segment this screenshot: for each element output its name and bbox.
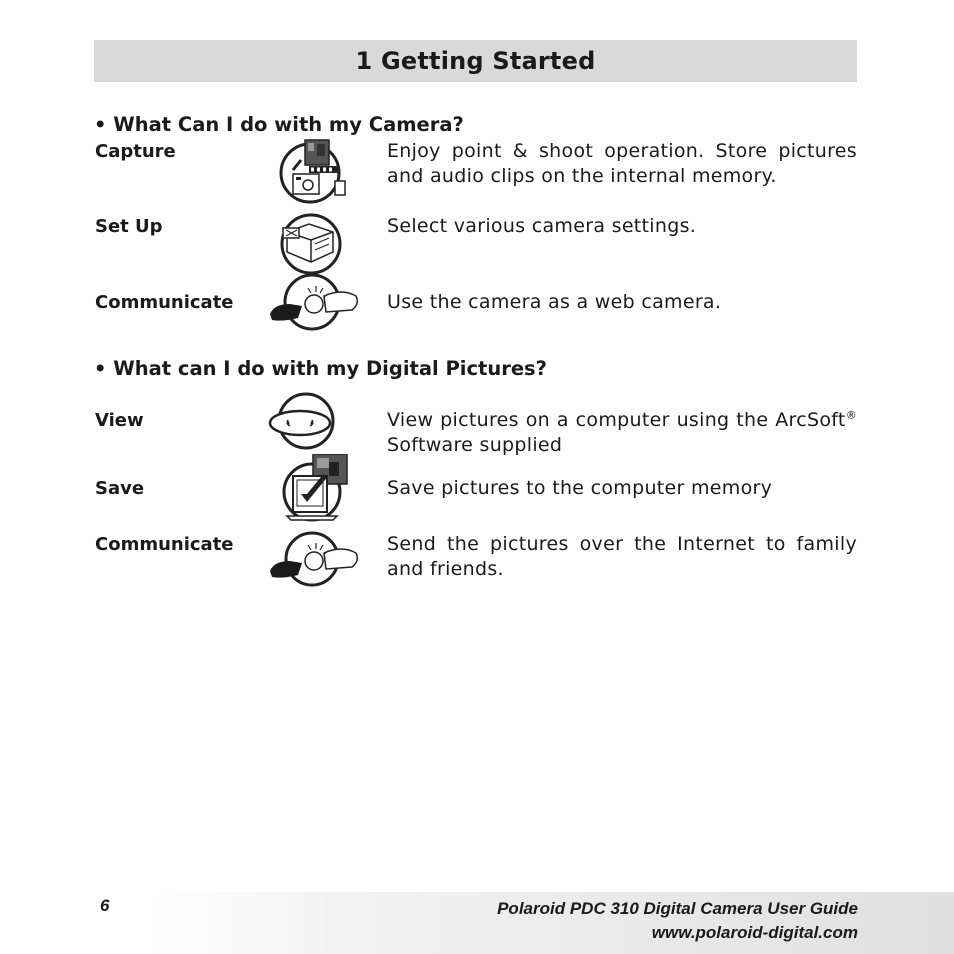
item-label-communicate-pictures: Communicate [95, 534, 234, 555]
page-number: 6 [100, 896, 110, 915]
setup-toolbox-icon [279, 212, 345, 276]
title-bar [94, 40, 857, 82]
item-label-view: View [95, 410, 144, 431]
section-heading-pictures: • What can I do with my Digital Pictures? [94, 357, 547, 380]
item-label-save: Save [95, 478, 145, 499]
capture-camera-icon [279, 138, 349, 204]
item-description-communicate-camera: Use the camera as a web camera. [387, 291, 722, 313]
item-label-capture: Capture [95, 141, 176, 162]
section-heading-camera: • What Can I do with my Camera? [94, 113, 464, 136]
item-description-capture: Enjoy point & shoot operation. Store pictures and audio clips on the internal memory. [387, 140, 857, 187]
webcam-communicate-icon [268, 274, 360, 332]
page-title: 1 Getting Started [355, 47, 596, 75]
send-internet-icon [268, 531, 360, 587]
view-eye-icon [266, 392, 342, 450]
item-description-communicate-pictures: Send the pictures over the Internet to family and friends. [387, 533, 857, 580]
item-label-setup: Set Up [95, 216, 163, 237]
save-computer-icon [281, 454, 349, 524]
item-description-setup: Select various camera settings. [387, 215, 697, 237]
item-description-save: Save pictures to the computer memory [387, 477, 773, 499]
item-description-view: View pictures on a computer using the ArcSoft® Software supplied [387, 408, 857, 456]
item-label-communicate-camera: Communicate [95, 292, 234, 313]
footer-guide-title: Polaroid PDC 310 Digital Camera User Guide [497, 899, 858, 918]
footer-url[interactable]: www.polaroid-digital.com [651, 923, 858, 942]
